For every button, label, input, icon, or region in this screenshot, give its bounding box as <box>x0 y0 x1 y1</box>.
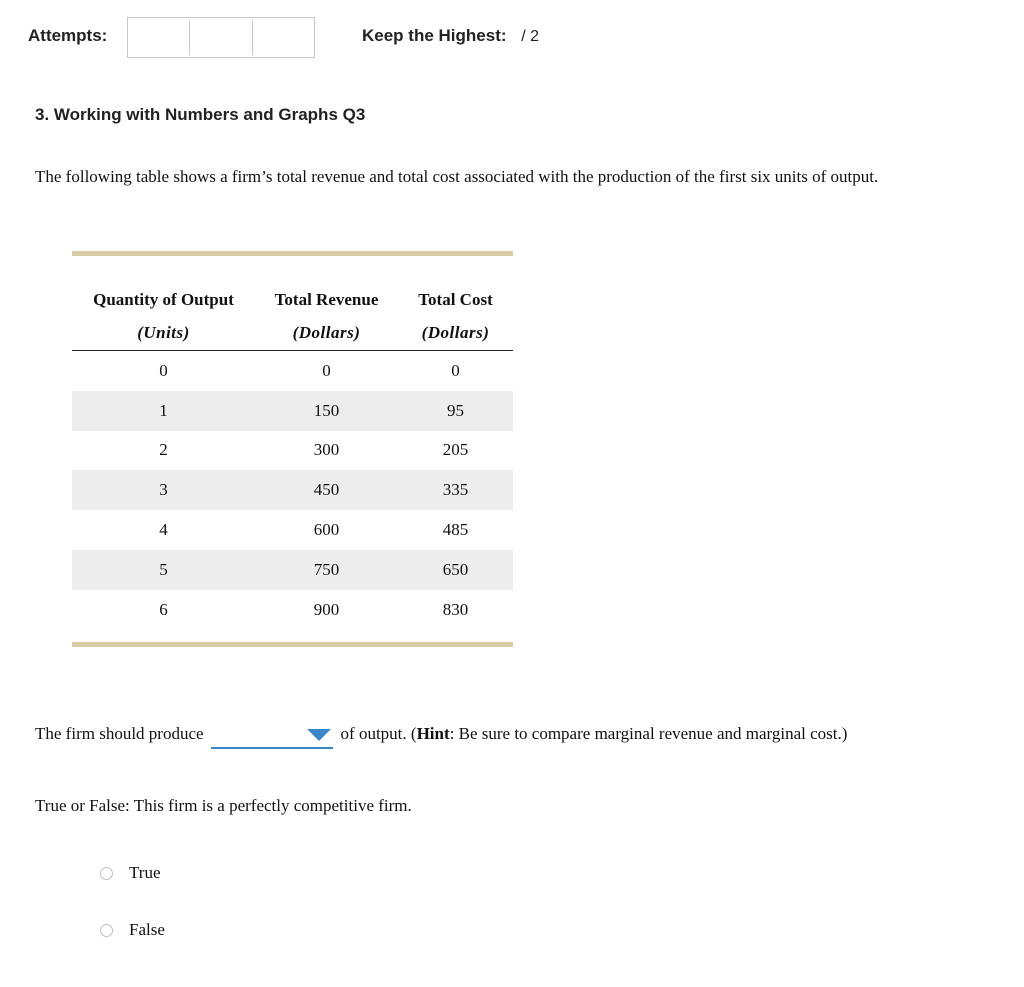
cell-revenue: 150 <box>255 391 398 431</box>
cell-cost: 830 <box>442 599 469 619</box>
cell-revenue: 900 <box>313 599 340 619</box>
cell-quantity: 3 <box>72 470 255 510</box>
cell-cost: 205 <box>442 440 469 460</box>
cell-quantity: 6 <box>159 599 168 619</box>
cell-revenue: 750 <box>255 550 398 590</box>
cell-cost: 95 <box>398 391 513 431</box>
keep-highest-score: / 2 <box>521 28 540 45</box>
col-unit-cost: (Dollars) <box>398 316 513 351</box>
cell-revenue: 300 <box>313 440 340 460</box>
table-row <box>72 470 513 510</box>
cell-cost: 650 <box>398 550 513 590</box>
cell-revenue: 450 <box>255 470 398 510</box>
radio-false[interactable] <box>100 924 113 937</box>
cell-cost: 335 <box>398 470 513 510</box>
attempt-box-2 <box>190 20 252 55</box>
produce-text-before: The firm should produce <box>35 724 204 743</box>
option-false[interactable] <box>100 920 165 940</box>
table-row <box>72 391 513 431</box>
keep-highest <box>362 26 539 46</box>
cell-cost: 0 <box>451 360 460 380</box>
col-header-quantity: Quantity of Output <box>93 290 234 309</box>
table-bottom-bar <box>72 642 513 647</box>
table-row <box>72 550 513 590</box>
col-header-cost: Total Cost <box>418 290 493 309</box>
caret-down-icon <box>307 729 331 741</box>
hint-label: Hint <box>416 724 450 743</box>
option-true-label: True <box>129 863 161 882</box>
keep-highest-label: Keep the Highest: <box>362 26 507 45</box>
cell-cost: 485 <box>442 520 469 540</box>
radio-true[interactable] <box>100 867 113 880</box>
cell-quantity: 2 <box>159 440 168 460</box>
question-title: 3. Working with Numbers and Graphs Q3 <box>35 105 366 124</box>
cell-quantity: 1 <box>72 391 255 431</box>
attempt-box-1 <box>128 20 190 55</box>
true-false-question: True or False: This firm is a perfectly competitive firm. <box>35 796 412 815</box>
output-quantity-dropdown[interactable] <box>211 725 333 749</box>
produce-text-after-prefix: of output. ( <box>340 724 417 743</box>
cell-revenue: 600 <box>313 520 340 540</box>
table-row <box>72 431 513 471</box>
table-row <box>72 590 513 630</box>
cell-quantity: 4 <box>159 520 168 540</box>
option-false-label: False <box>129 920 165 939</box>
table-row <box>72 510 513 550</box>
attempt-box-3 <box>253 20 314 55</box>
cell-quantity: 5 <box>72 550 255 590</box>
col-unit-quantity: (Units) <box>72 316 255 351</box>
produce-sentence <box>35 722 847 746</box>
produce-text-after-suffix: : Be sure to compare marginal revenue and marginal cost.) <box>449 724 848 743</box>
revenue-cost-table <box>72 251 513 647</box>
question-intro: The following table shows a firm’s total revenue and total cost associated with the production of the first six units of output. <box>35 167 879 186</box>
col-header-revenue: Total Revenue <box>274 290 379 309</box>
option-true[interactable] <box>100 863 161 883</box>
table-row <box>72 351 513 391</box>
col-unit-revenue: (Dollars) <box>255 316 398 351</box>
attempt-tracker <box>127 17 315 58</box>
attempts-label: Attempts: <box>28 26 108 45</box>
cell-revenue: 0 <box>322 360 331 380</box>
cell-quantity: 0 <box>159 360 168 380</box>
